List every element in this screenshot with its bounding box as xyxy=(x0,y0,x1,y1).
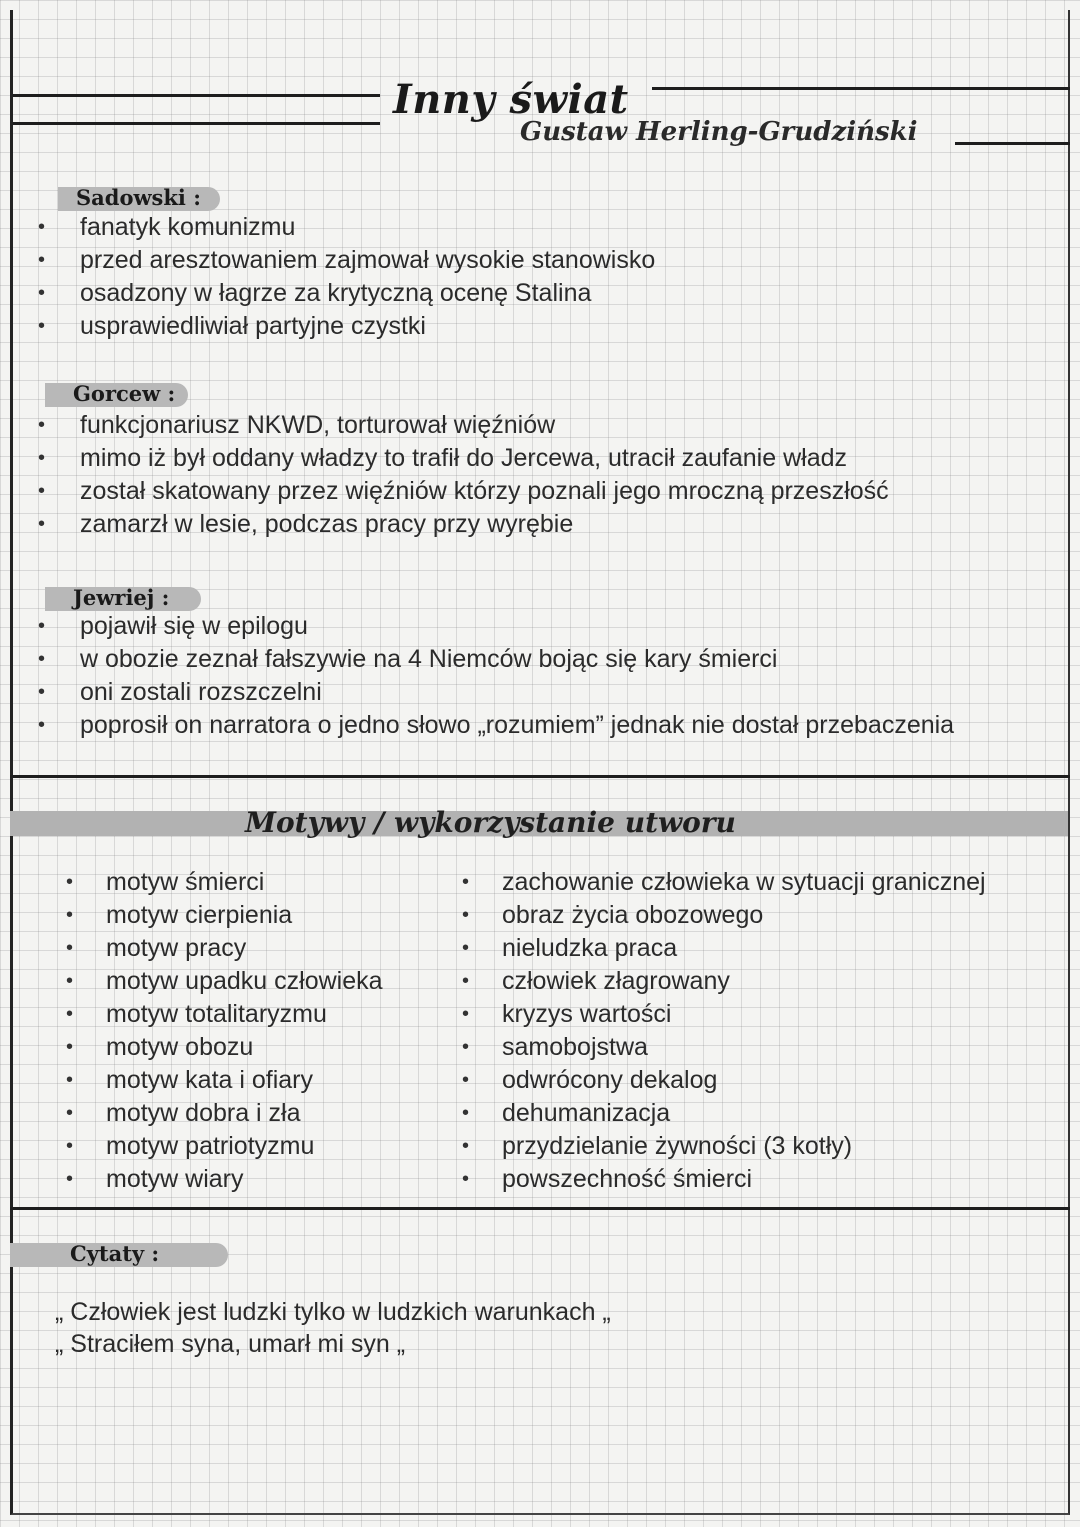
list-item: • kryzys wartości xyxy=(502,998,986,1031)
jewriej-list xyxy=(80,610,954,742)
list-item: • motyw kata i ofiary xyxy=(106,1064,383,1097)
list-item: • motyw obozu xyxy=(106,1031,383,1064)
list-item: • powszechność śmierci xyxy=(502,1163,986,1196)
list-item: • motyw dobra i zła xyxy=(106,1097,383,1130)
list-item: • przed aresztowaniem zajmował wysokie stanowisko xyxy=(80,244,655,277)
sadowski-label: Sadowski : xyxy=(76,185,201,210)
motifs-title: Motywy / wykorzystanie utworu xyxy=(245,806,736,839)
quote-item: „ Człowiek jest ludzki tylko w ludzkich warunkach „ xyxy=(55,1298,611,1326)
page-title: Inny świat xyxy=(393,76,629,123)
list-item: • zamarzł w lesie, podczas pracy przy wyrębie xyxy=(80,508,889,541)
list-item: • w obozie zeznał fałszywie na 4 Niemców bojąc się kary śmierci xyxy=(80,643,954,676)
list-item: • oni zostali rozszczelni xyxy=(80,676,954,709)
quote-item: „ Straciłem syna, umarł mi syn „ xyxy=(55,1330,406,1358)
gorcew-list xyxy=(80,409,889,541)
list-item: • motyw cierpienia xyxy=(106,899,383,932)
motifs-right-list xyxy=(502,866,986,1196)
list-item: • został skatowany przez więźniów którzy poznali jego mroczną przeszłość xyxy=(80,475,889,508)
section-divider xyxy=(10,775,1070,778)
list-item: • mimo iż był oddany władzy to trafił do Jercewa, utracił zaufanie władz xyxy=(80,442,889,475)
list-item: • motyw upadku człowieka xyxy=(106,965,383,998)
list-item: • człowiek złagrowany xyxy=(502,965,986,998)
list-item: • motyw śmierci xyxy=(106,866,383,899)
quotes-label: Cytaty : xyxy=(70,1241,160,1266)
quotes-list xyxy=(55,1296,611,1360)
list-item: • dehumanizacja xyxy=(502,1097,986,1130)
header-rule-right-bottom xyxy=(955,142,1070,145)
list-item: • pojawił się w epilogu xyxy=(80,610,954,643)
list-item: • odwrócony dekalog xyxy=(502,1064,986,1097)
list-item: • zachowanie człowieka w sytuacji granicznej xyxy=(502,866,986,899)
page-author: Gustaw Herling-Grudziński xyxy=(520,117,918,147)
section-divider xyxy=(10,1207,1070,1210)
list-item: • samobojstwa xyxy=(502,1031,986,1064)
header-rule-right-top xyxy=(652,87,1070,90)
list-item: • osadzony w łagrze za krytyczną ocenę Stalina xyxy=(80,277,655,310)
list-item: • usprawiedliwiał partyjne czystki xyxy=(80,310,655,343)
list-item: • funkcjonariusz NKWD, torturował więźniów xyxy=(80,409,889,442)
list-item: • fanatyk komunizmu xyxy=(80,211,655,244)
jewriej-label: Jewriej : xyxy=(73,585,170,610)
list-item: • motyw wiary xyxy=(106,1163,383,1196)
header-rule-left-top xyxy=(13,94,380,97)
header-rule-left-bottom xyxy=(13,122,380,125)
list-item: • nieludzka praca xyxy=(502,932,986,965)
sadowski-list xyxy=(80,211,655,343)
list-item: • motyw totalitaryzmu xyxy=(106,998,383,1031)
list-item: • motyw pracy xyxy=(106,932,383,965)
list-item: • poprosił on narratora o jedno słowo „rozumiem” jednak nie dostał przebaczenia xyxy=(80,709,954,742)
list-item: • przydzielanie żywności (3 kotły) xyxy=(502,1130,986,1163)
gorcew-label: Gorcew : xyxy=(73,381,176,406)
motifs-left-list xyxy=(106,866,383,1196)
list-item: • obraz życia obozowego xyxy=(502,899,986,932)
list-item: • motyw patriotyzmu xyxy=(106,1130,383,1163)
